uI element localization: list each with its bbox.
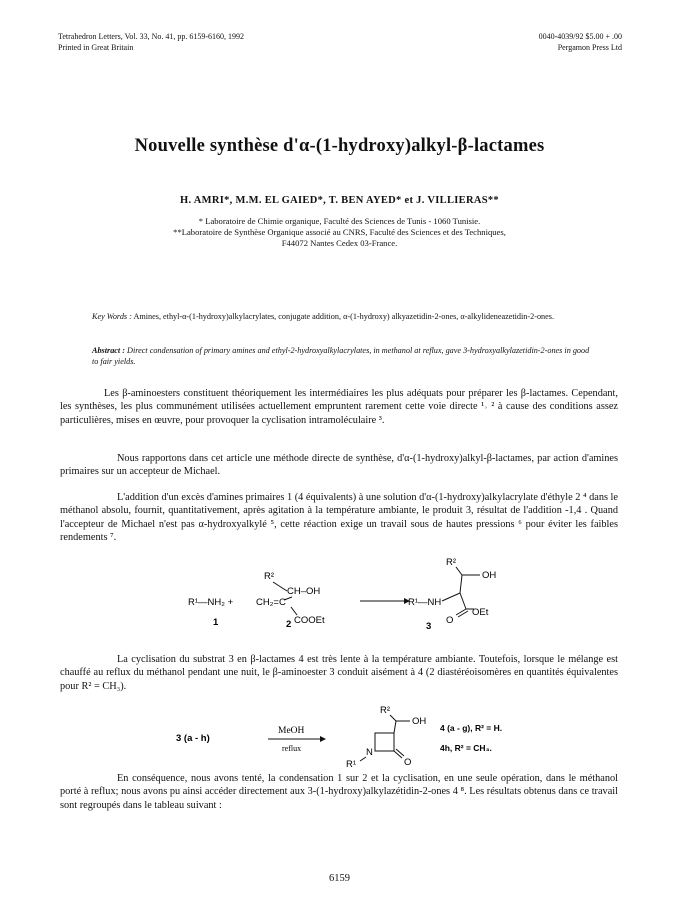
affiliation-line: F44072 Nantes Cedex 03-France.	[281, 238, 398, 248]
product-note-a-g: 4 (a - g), R² = H.	[440, 723, 503, 733]
compound-label-3: 3	[426, 621, 432, 632]
issn-block	[539, 31, 622, 53]
page-number: 6159	[329, 873, 350, 884]
beta-lactam-o: O	[404, 757, 412, 767]
product-r2: R²	[446, 557, 457, 568]
paragraph-intro: Les β-aminoesters constituent théoriquement les intermédiaires les plus adéquats pour préparer les β-lactames. Cependant, les synthèses, les plus communément utilisées actuellement empruntent rarement cette voie directe ¹˒ ² à cause des conditions assez particulières, mises en œuvre, pour provoquer la cyclisation intramoléculaire ³.	[60, 388, 618, 426]
affiliations	[0, 216, 679, 249]
abstract-label: Abstract :	[92, 346, 125, 355]
beta-lactam-r2: R²	[380, 705, 391, 716]
journal-citation	[58, 31, 244, 53]
compound-label-2: 2	[286, 619, 292, 630]
publisher-line: Pergamon Press Ltd	[557, 43, 622, 52]
product-oet: OEt	[472, 607, 489, 618]
reaction-scheme-1	[180, 553, 540, 643]
product-nh: R¹—NH	[408, 597, 442, 608]
beta-lactam-r1: R¹	[346, 759, 357, 767]
abstract-text: Direct condensation of primary amines and ethyl-2-hydroxyalkylacrylates, in methanol at reflux, gave 3-hydroxyalkylazetidin-2-ones in good to fair yields.	[92, 346, 590, 366]
beta-lactam-n: N	[366, 747, 373, 758]
citation-line: Tetrahedron Letters, Vol. 33, No. 41, pp. 6159-6160, 1992	[58, 32, 245, 41]
affiliation-line: * Laboratoire de Chimie organique, Faculté des Sciences de Tunis - 1060 Tunisie.	[198, 216, 481, 226]
reaction-scheme-2	[170, 703, 530, 767]
keywords-label: Key Words :	[92, 312, 132, 321]
product-o: O	[446, 615, 454, 626]
condition-label: reflux	[282, 744, 302, 753]
start-compound: 3 (a - h)	[176, 733, 210, 744]
paragraph-cyclisation: La cyclisation du substrat 3 en β-lactames 4 est très lente à la température ambiante. Toutefois, lorsque le mélange est chauffé au reflux du méthanol pendant une nuit, le β-aminoester 3 conduit aisément à 4 (2 diastéréoisomères en quantités équivalentes pour R² = CH₃).	[60, 654, 618, 692]
product-note-h: 4h, R² = CH₃.	[440, 743, 492, 753]
paper-title: Nouvelle synthèse d'α-(1-hydroxy)alkyl-β-lactames	[134, 136, 545, 156]
compound-label-1: 1	[213, 617, 219, 628]
abstract	[92, 345, 594, 367]
beta-lactam-oh: OH	[412, 716, 427, 727]
keywords-text: Amines, ethyl-α-(1-hydroxy)alkylacrylates, conjugate addition, α-(1-hydroxy) alkyazetidin-2-ones, α-alkylideneazetidin-2-ones.	[133, 312, 554, 321]
paragraph-addition: L'addition d'un excès d'amines primaires 1 (4 équivalents) à une solution d'α-(1-hydroxy)alkylacrylate d'éthyle 2 ⁴ dans le méthanol absolu, fournit, quantitativement, après agitation à la température ambiante, le produit 3, résultat de l'addition -1,4 . Quand l'accepteur de Michael n'est pas α-hydroxyalkylé ⁵, cette réaction exige un travail sous de hautes pressions ⁶ pour éviter les faibles rendements ⁷.	[60, 492, 618, 544]
acrylate-cooet: COOEt	[294, 615, 325, 626]
acrylate-r2: R²	[264, 571, 275, 582]
issn-line: 0040-4039/92 $5.00 + .00	[538, 32, 622, 41]
printed-in-line: Printed in Great Britain	[58, 43, 134, 52]
paragraph-method: Nous rapportons dans cet article une méthode directe de synthèse, d'α-(1-hydroxy)alkyl-β-lactames, par action d'amines primaires sur un accepteur de Michael.	[60, 453, 618, 478]
reagent-label: MeOH	[278, 726, 305, 736]
product-oh: OH	[482, 570, 497, 581]
keywords	[92, 311, 594, 322]
acrylate-choh: CH–OH	[287, 586, 321, 597]
affiliation-line: **Laboratoire de Synthèse Organique associé au CNRS, Faculté des Sciences et des Techniques,	[173, 227, 506, 237]
amine-formula: R¹—NH₂ +	[188, 597, 234, 608]
paragraph-one-pot: En conséquence, nous avons tenté, la condensation 1 sur 2 et la cyclisation, en une seule opération, dans le méthanol porté à reflux; nous avons pu ainsi accéder directement aux 3-(1-hydroxy)alkylazétidin-2-ones 4 ⁸. Les résultats obtenus dans ce travail sont regroupés dans le tableau suivant :	[60, 773, 618, 811]
author-list: H. AMRI*, M.M. EL GAIED*, T. BEN AYED* et J. VILLIERAS**	[180, 195, 499, 206]
acrylate-ch2: CH₂=C	[256, 597, 286, 608]
